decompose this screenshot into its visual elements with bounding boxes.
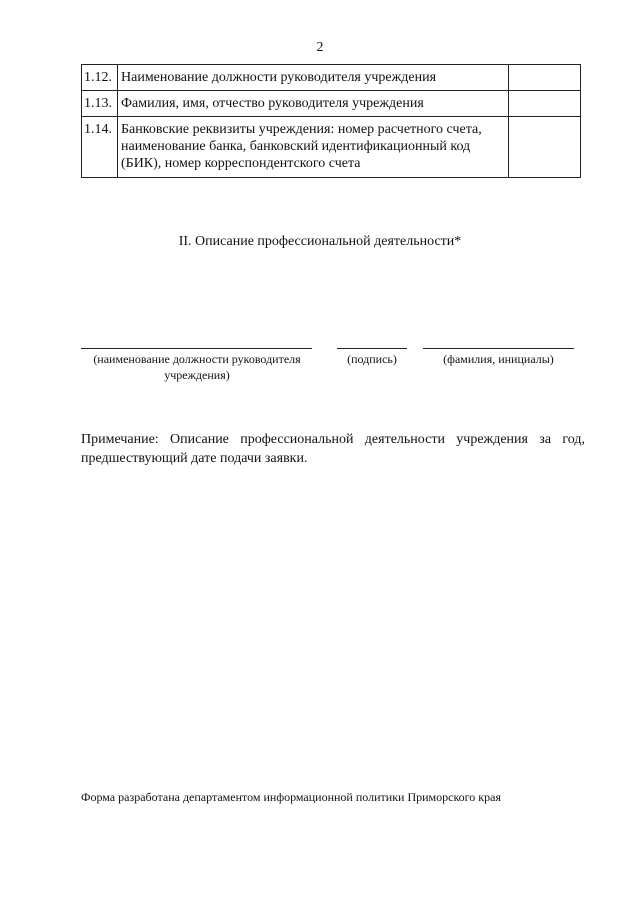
row-number: 1.14. [82, 117, 118, 178]
table-row [82, 65, 581, 91]
position-signature-line [81, 348, 312, 349]
row-value-cell [509, 65, 581, 91]
position-caption-line-1: (наименование должности руководителя [93, 352, 301, 366]
table-row [82, 117, 581, 178]
section-title: II. Описание профессиональной деятельности* [178, 234, 462, 249]
signature-line [337, 348, 407, 349]
row-number: 1.12. [82, 65, 118, 91]
row-number: 1.13. [82, 91, 118, 117]
row-label: Наименование должности руководителя учреждения [118, 65, 509, 91]
page-number: 2 [316, 40, 324, 55]
row-label: Банковские реквизиты учреждения: номер расчетного счета, наименование банка, банковский идентификационный код (БИК), номер корреспондентского счета [118, 117, 509, 178]
name-signature-line [423, 348, 574, 349]
table-row [82, 91, 581, 117]
note-text: Примечание: Описание профессиональной деятельности учреждения за год, предшествующий дате подачи заявки. [81, 432, 585, 466]
position-caption [77, 351, 317, 383]
row-label: Фамилия, имя, отчество руководителя учреждения [118, 91, 509, 117]
row-value-cell [509, 91, 581, 117]
row-value-cell [509, 117, 581, 178]
position-caption-line-2: учреждения) [164, 368, 230, 382]
signature-caption: (подпись) [347, 352, 397, 366]
name-caption: (фамилия, инициалы) [443, 352, 554, 366]
footer-text: Форма разработана департаментом информационной политики Приморского края [81, 790, 501, 804]
info-table [81, 64, 581, 178]
